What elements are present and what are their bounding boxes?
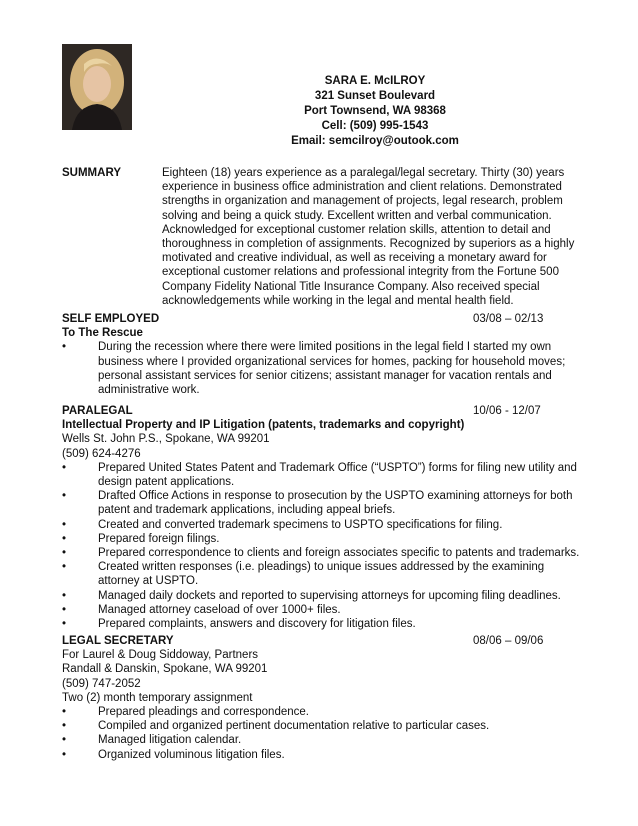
employer-address: Wells St. John P.S., Spokane, WA 99201 <box>62 433 270 446</box>
summary-label: SUMMARY <box>62 167 121 179</box>
list-item: • Prepared complaints, answers and discovery for litigation files. <box>62 618 416 631</box>
city-state-zip: Port Townsend, WA 98368 <box>304 105 446 117</box>
job-subtitle: Intellectual Property and IP Litigation (patents, trademarks and copyright) <box>62 419 465 432</box>
list-item: • Managed attorney caseload of over 1000+ files. <box>62 603 341 616</box>
job-paralegal <box>62 404 582 631</box>
bullet-icon: • <box>62 706 67 718</box>
list-item: • Drafted Office Actions in response to prosecution by the USPTO examining attorneys for both patent and trademark applications, including appeal briefs. <box>62 490 573 517</box>
list-item: • During the recession where there were limited positions in the legal field I started my own business where I provided organizational services for homes, packing for household moves; personal assistant services for senior citizens; assistant manager for vacation rentals and administrative work. <box>62 341 566 396</box>
bullet-icon: • <box>62 589 67 602</box>
bullet-icon: • <box>62 341 67 354</box>
job-dates: 10/06 - 12/07 <box>473 405 541 417</box>
employer-contact: For Laurel & Doug Siddoway, Partners <box>62 649 259 662</box>
bullet-icon: • <box>62 618 67 631</box>
job-bullets <box>62 340 582 397</box>
job-title: PARALEGAL <box>62 405 133 417</box>
job-legal-secretary <box>62 634 582 762</box>
job-dates: 03/08 – 02/13 <box>473 313 544 325</box>
job-dates: 08/06 – 09/06 <box>473 635 544 647</box>
profile-photo <box>62 44 132 130</box>
job-bullets <box>62 705 582 762</box>
job-subtitle: To The Rescue <box>62 327 143 340</box>
list-item: • Prepared United States Patent and Trademark Office (“USPTO”) forms for filing new utility and design patent applications. <box>62 461 577 488</box>
assignment-note: Two (2) month temporary assignment <box>62 691 253 704</box>
employer-phone: (509) 624-4276 <box>62 447 141 460</box>
bullet-icon: • <box>62 518 67 531</box>
bullet-icon: • <box>62 461 67 474</box>
list-item: • Prepared foreign filings. <box>62 532 220 545</box>
employer-phone: (509) 747-2052 <box>62 677 141 690</box>
bullet-icon: • <box>62 603 67 616</box>
list-item: • Compiled and organized pertinent documentation relative to particular cases. <box>62 720 490 733</box>
job-self-employed <box>62 312 582 397</box>
bullet-icon: • <box>62 734 67 747</box>
bullet-icon: • <box>62 532 67 545</box>
job-title: SELF EMPLOYED <box>62 313 160 325</box>
list-item: • Organized voluminous litigation files. <box>62 748 285 761</box>
street-address: 321 Sunset Boulevard <box>314 90 436 102</box>
candidate-name: SARA E. McILROY <box>324 75 426 87</box>
list-item: • Managed daily dockets and reported to supervising attorneys for upcoming filing deadlines. <box>62 589 561 602</box>
list-item: • Created written responses (i.e. pleadings) to unique issues addressed by the examining attorney at USPTO. <box>62 561 545 588</box>
list-item: • Prepared pleadings and correspondence. <box>62 706 309 718</box>
job-title: LEGAL SECRETARY <box>62 635 174 647</box>
summary-text: Eighteen (18) years experience as a paralegal/legal secretary. Thirty (30) years experience in business office administration and client relations. Demonstrated strengths in organization and management of projects, legal research, problem solving and being a quick study. Excellent written and verbal communication. Acknowledged for exceptional customer relation skills, attention to detail and thoroughness in completion of assignments. Recognized by superiors as a highly motivated and creative individual, as well as receiving a monetary award for exceptional customer relations and professional integrity from the Fortune 500 Company Fidelity National Title Insurance Company. Also received special acknowledgements while working in the legal and mental health field. <box>162 167 575 307</box>
bullet-icon: • <box>62 490 67 503</box>
job-bullets <box>62 461 582 631</box>
bullet-icon: • <box>62 720 67 733</box>
contact-header <box>250 74 500 149</box>
list-item: • Managed litigation calendar. <box>62 734 242 747</box>
bullet-icon: • <box>62 547 67 560</box>
employer-address: Randall & Danskin, Spokane, WA 99201 <box>62 663 268 676</box>
email-address: Email: semcilroy@outook.com <box>291 135 459 147</box>
list-item: • Prepared correspondence to clients and foreign associates specific to patents and trademarks. <box>62 547 580 560</box>
portrait-image <box>62 44 132 130</box>
bullet-icon: • <box>62 561 67 574</box>
bullet-icon: • <box>62 748 67 761</box>
list-item: • Created and converted trademark specimens to USPTO specifications for filing. <box>62 518 503 531</box>
cell-phone: Cell: (509) 995-1543 <box>321 120 429 132</box>
